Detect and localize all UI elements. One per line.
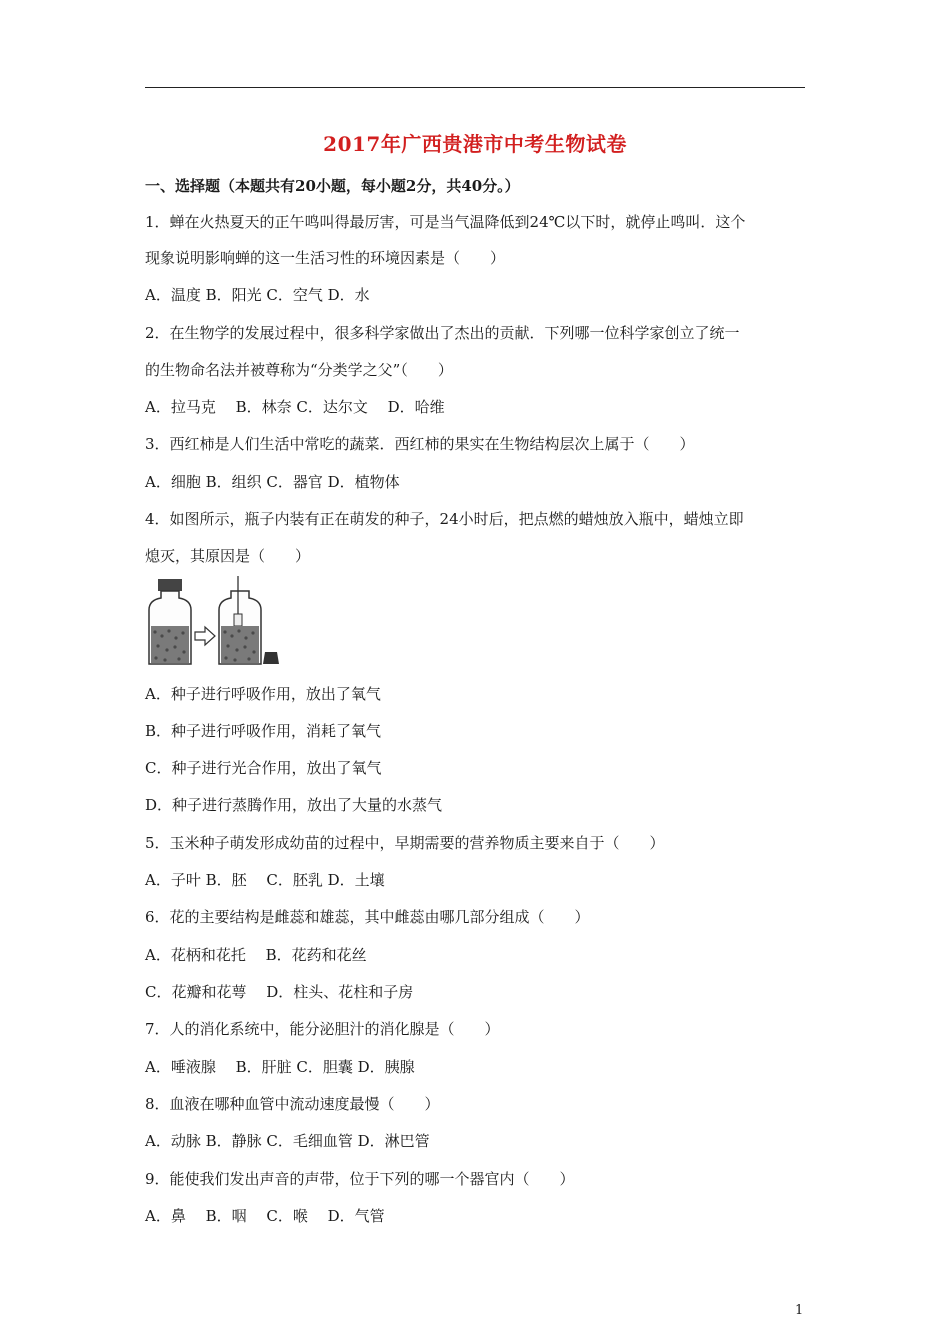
page-title: 2017年广西贵港市中考生物试卷 bbox=[323, 132, 627, 156]
question-9-options: A．鼻 B．咽 C．喉 D．气管 bbox=[145, 1207, 385, 1225]
question-4-line-2: 熄灭，其原因是（ ） bbox=[145, 547, 311, 565]
question-5-text: 5．玉米种子萌发形成幼苗的过程中，早期需要的营养物质主要来自于（ ） bbox=[145, 834, 665, 852]
arrow-icon bbox=[195, 627, 215, 645]
question-7-options: A．唾液腺 B．肝脏 C．胆囊 D．胰腺 bbox=[145, 1058, 415, 1076]
question-4-option-c: C．种子进行光合作用，放出了氧气 bbox=[145, 759, 382, 777]
question-8-text: 8．血液在哪种血管中流动速度最慢（ ） bbox=[145, 1095, 440, 1113]
question-6-text: 6．花的主要结构是雌蕊和雄蕊，其中雌蕊由哪几部分组成（ ） bbox=[145, 908, 590, 926]
question-6-options-cd: C．花瓣和花萼 D．柱头、花柱和子房 bbox=[145, 983, 414, 1001]
left-bottle-stopper bbox=[158, 579, 182, 591]
seed-bottle-candle-figure bbox=[145, 576, 280, 671]
question-2-line-2: 的生物命名法并被尊称为“分类学之父”（ ） bbox=[145, 361, 453, 379]
candle-icon bbox=[234, 614, 242, 626]
question-2-line-1: 2．在生物学的发展过程中，很多科学家做出了杰出的贡献．下列哪一位科学家创立了统一 bbox=[145, 324, 740, 342]
question-7-text: 7．人的消化系统中，能分泌胆汁的消化腺是（ ） bbox=[145, 1020, 500, 1038]
question-4-option-a: A．种子进行呼吸作用，放出了氧气 bbox=[145, 685, 381, 703]
question-3-options: A．细胞 B．组织 C．器官 D．植物体 bbox=[145, 473, 400, 491]
question-8-options: A．动脉 B．静脉 C．毛细血管 D．淋巴管 bbox=[145, 1132, 430, 1150]
question-1-line-1: 1．蝉在火热夏天的正午鸣叫得最厉害，可是当气温降低到24℃以下时，就停止鸣叫．这个 bbox=[145, 213, 746, 231]
question-9-text: 9．能使我们发出声音的声带，位于下列的哪一个器官内（ ） bbox=[145, 1170, 575, 1188]
question-1-line-2: 现象说明影响蝉的这一生活习性的环境因素是（ ） bbox=[145, 249, 506, 267]
question-3-text: 3．西红柿是人们生活中常吃的蔬菜．西红柿的果实在生物结构层次上属于（ ） bbox=[145, 435, 695, 453]
section-heading: 一、选择题（本题共有20小题，每小题2分，共40分。） bbox=[145, 177, 520, 195]
page-number: 1 bbox=[795, 1303, 804, 1318]
question-4-option-b: B．种子进行呼吸作用，消耗了氧气 bbox=[145, 722, 382, 740]
question-4-option-d: D．种子进行蒸腾作用，放出了大量的水蒸气 bbox=[145, 796, 443, 814]
question-2-options: A．拉马克 B．林奈 C．达尔文 D．哈维 bbox=[145, 398, 445, 416]
header-rule bbox=[145, 87, 805, 88]
removed-stopper bbox=[263, 652, 279, 664]
question-6-options-ab: A．花柄和花托 B．花药和花丝 bbox=[145, 946, 367, 964]
question-4-line-1: 4．如图所示，瓶子内装有正在萌发的种子，24小时后，把点燃的蜡烛放入瓶中，蜡烛立即 bbox=[145, 510, 744, 528]
question-1-options: A．温度 B．阳光 C．空气 D．水 bbox=[145, 286, 370, 304]
question-5-options: A．子叶 B．胚 C．胚乳 D．土壤 bbox=[145, 871, 385, 889]
